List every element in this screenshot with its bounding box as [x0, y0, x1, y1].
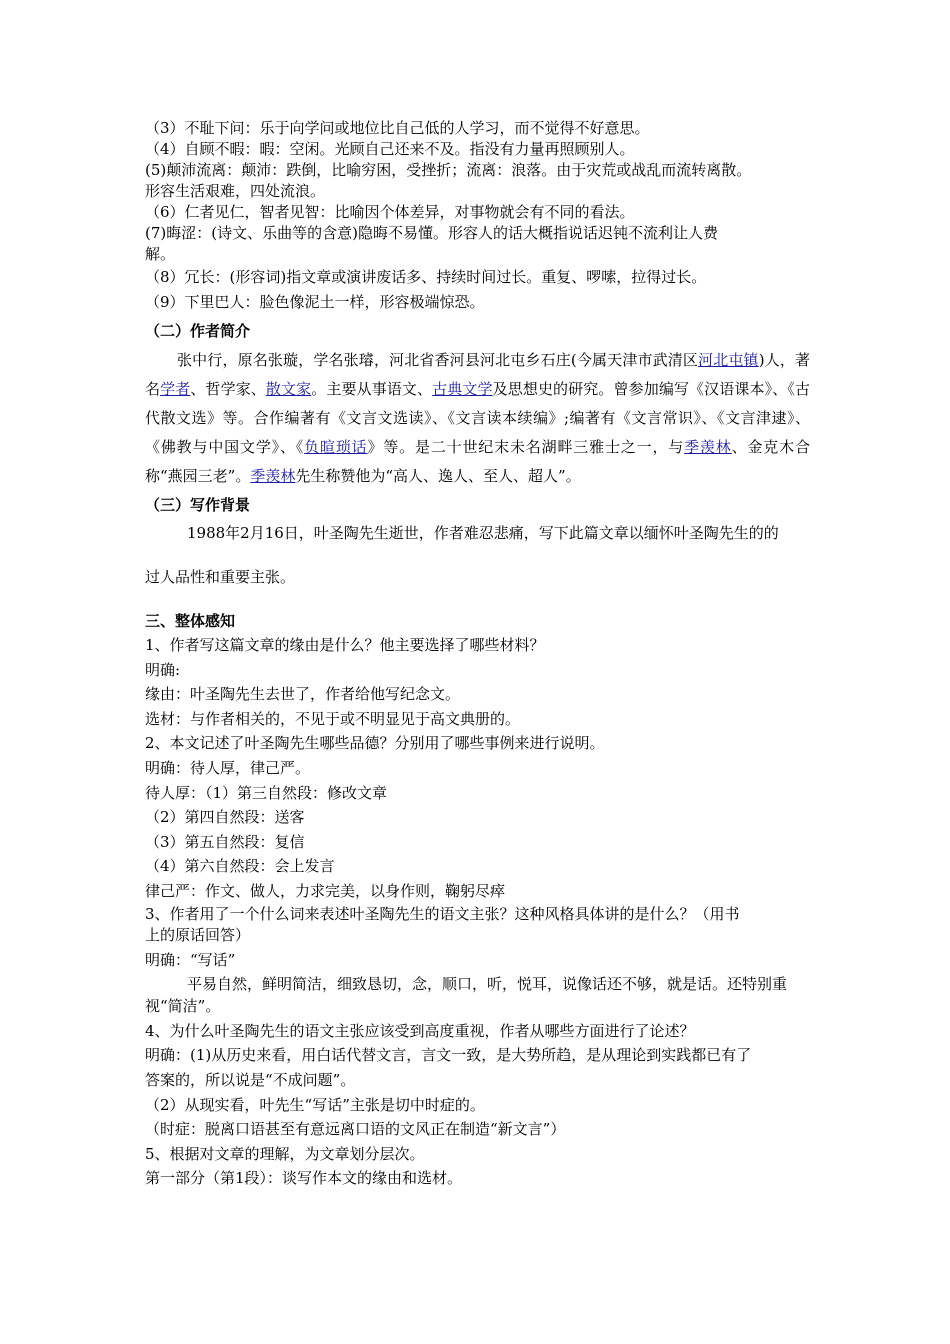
link-hebeitun[interactable]: 河北屯镇 [698, 351, 759, 369]
question-3-answer: 明确：“写话” [145, 950, 236, 969]
overview-line: 明确：待人厚，律己严。 [145, 758, 311, 777]
link-essayist[interactable]: 散文家 [265, 380, 312, 398]
overview-section [145, 633, 810, 1191]
vocab-item: 解。 [145, 245, 176, 263]
vocab-item: 形容生活艰难，四处流浪。 [145, 182, 326, 200]
background-line-1: 1988年2月16日，叶圣陶先生逝世，作者难忍悲痛，写下此篇文章以缅怀叶圣陶先生的的 [187, 524, 779, 542]
question-3-paragraph-1: 平易自然，鲜明简洁，细致恳切，念，顺口，听，悦耳，说像话还不够，就是话。还特别重 [187, 975, 788, 994]
document-page [145, 118, 810, 1191]
overview-line: 选材：与作者相关的，不见于或不明显见于高文典册的。 [145, 709, 521, 728]
overview-line: 2、本文记述了叶圣陶先生哪些品德？分别用了哪些事例来进行说明。 [145, 734, 605, 753]
question-4-answer-1b: 答案的，所以说是“不成问题”。 [145, 1070, 356, 1089]
vocab-item: （3）不耻下问：乐于向学问或地位比自己低的人学习，而不觉得不好意思。 [145, 119, 650, 137]
vocab-item: （9）下里巴人：脸色像泥土一样，形容极端惊恐。 [145, 293, 485, 311]
overview-line: 律己严：作文、做人，力求完美，以身作则，鞠躬尽瘁 [145, 881, 506, 900]
question-5-part-1: 第一部分（第1段）：谈写作本文的缘由和选材。 [145, 1169, 463, 1188]
vocab-item: (5)颠沛流离：颠沛：跌倒，比喻穷困，受挫折；流离：浪落。由于灾荒或战乱而流转离散。 [145, 161, 752, 179]
link-scholar[interactable]: 学者 [160, 380, 191, 398]
overview-line: 明确: [145, 660, 181, 679]
question-3-line-2: 上的原话回答） [145, 925, 251, 944]
vocab-item: （6）仁者见仁，智者见智：比喻因个体差异，对事物就会有不同的看法。 [145, 203, 635, 221]
question-3-line-1: 3、作者用了一个什么词来表述叶圣陶先生的语文主张？这种风格具体讲的是什么？（用书 [145, 904, 740, 923]
overview-line: （2）第四自然段：送客 [145, 808, 305, 827]
link-classical-literature[interactable]: 古典文学 [432, 380, 493, 398]
overview-line: 缘由：叶圣陶先生去世了，作者给他写纪念文。 [145, 685, 461, 704]
link-ji-xianlin-2[interactable]: 季羡林 [250, 467, 296, 485]
overview-line: 待人厚：（1）第三自然段：修改文章 [145, 783, 388, 802]
overview-heading: 三、整体感知 [145, 612, 236, 630]
background-line-2: 过人品性和重要主张。 [145, 568, 296, 586]
question-4-answer-2: （2）从现实看，叶先生“写话”主张是切中时症的。 [145, 1095, 485, 1114]
question-5: 5、根据对文章的理解，为文章划分层次。 [145, 1144, 425, 1163]
overview-line: 1、作者写这篇文章的缘由是什么？他主要选择了哪些材料？ [145, 636, 545, 654]
author-paragraph: 张中行，原名张璇，学名张璿，河北省香河县河北屯乡石庄(今属天津市武清区河北屯镇)人，著名学者、哲学家、散文家。主要从事语文、古典文学及思想史的研究。曾参加编写《汉语课本》、《古代散文选》等。合作编著有《文言文选读》、《文言读本续编》;编著有《文言常识》、《文言津逮》、《佛教与中国文学》、《负暄琐话》等。是二十世纪末未名湖畔三雅士之一，与季羡林、金克木合称“燕园三老”。季羡林先生称赞他为“高人、逸人、至人、超人”。 [145, 351, 810, 485]
question-4-answer-1a: 明确：(1)从历史来看，用白话代替文言，言文一致，是大势所趋，是从理论到实践都已有了 [145, 1046, 752, 1065]
overview-line: （4）第六自然段：会上发言 [145, 857, 335, 876]
link-fuxuan-suohua[interactable]: 负暄琐话 [304, 438, 368, 456]
author-heading: （二）作者简介 [145, 322, 251, 340]
question-4: 4、为什么叶圣陶先生的语文主张应该受到高度重视，作者从哪些方面进行了论述？ [145, 1021, 695, 1040]
question-3-paragraph-2: 视“简洁”。 [145, 997, 221, 1016]
overview-line: （3）第五自然段：复信 [145, 832, 305, 851]
background-heading: （三）写作背景 [145, 496, 251, 514]
vocab-item: (7)晦涩：(诗文、乐曲等的含意)隐晦不易懂。形容人的话大概指说话迟钝不流利让人费 [145, 224, 718, 242]
vocab-item: （8）冗长：(形容词)指文章或演讲废话多、持续时间过长。重复、啰嗦，拉得过长。 [145, 268, 707, 286]
question-4-note: （时症：脱离口语甚至有意远离口语的文风正在制造“新文言”） [145, 1120, 566, 1139]
vocab-item: （4）自顾不暇：暇：空闲。光顾自己还来不及。指没有力量再照顾别人。 [145, 140, 635, 158]
link-ji-xianlin[interactable]: 季羡林 [684, 438, 732, 456]
vocabulary-list [145, 118, 810, 315]
